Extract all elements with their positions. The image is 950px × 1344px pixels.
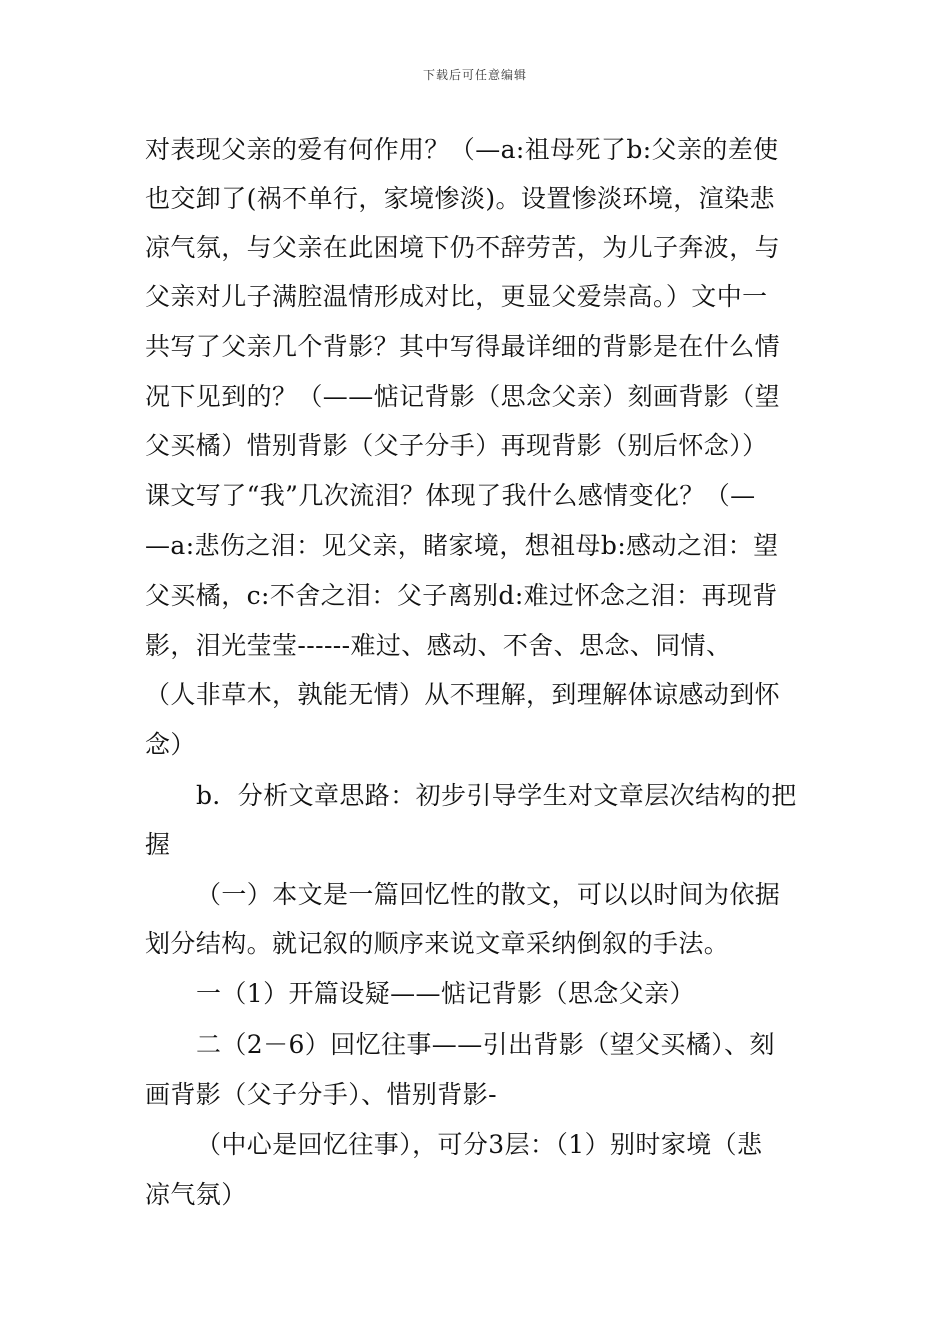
section-heading-b: b．分析文章思路：初步引导学生对文章层次结构的把 bbox=[196, 781, 797, 810]
body-line: 也交卸了(祸不单行，家境惨淡)。设置惨淡环境，渲染悲 bbox=[145, 184, 775, 213]
body-line: 父买橘）惜别背影（父子分手）再现背影（别后怀念）） bbox=[145, 431, 768, 460]
body-line: 握 bbox=[145, 830, 171, 859]
paragraph-start: （一）本文是一篇回忆性的散文，可以以时间为依据 bbox=[196, 880, 781, 909]
body-line: 影，泪光莹莹------难过、感动、不舍、思念、同情、 bbox=[145, 631, 732, 660]
page-header: 下载后可任意编辑 bbox=[422, 68, 527, 82]
body-line: 共写了父亲几个背影？其中写得最详细的背影是在什么情 bbox=[145, 332, 781, 361]
body-line: 对表现父亲的爱有何作用？（—a:祖母死了b:父亲的差使 bbox=[145, 135, 779, 164]
body-line: 念） bbox=[145, 730, 196, 759]
body-line: 凉气氛） bbox=[145, 1180, 247, 1209]
body-line: 凉气氛，与父亲在此困境下仍不辞劳苦，为儿子奔波，与 bbox=[145, 233, 781, 262]
body-line: 画背影（父子分手）、惜别背影- bbox=[145, 1080, 497, 1109]
body-line: （人非草木，孰能无情）从不理解，到理解体谅感动到怀 bbox=[145, 680, 781, 709]
body-line: 课文写了“我”几次流泪？体现了我什么感情变化？（— bbox=[145, 481, 756, 510]
outline-part-1: 一（1）开篇设疑——惦记背影（思念父亲） bbox=[196, 979, 695, 1008]
body-line: 父买橘，c:不舍之泪：父子离别d:难过怀念之泪：再现背 bbox=[145, 581, 778, 610]
body-line: 划分结构。就记叙的顺序来说文章采纳倒叙的手法。 bbox=[145, 929, 730, 958]
body-line: 况下见到的？（——惦记背影（思念父亲）刻画背影（望 bbox=[145, 382, 781, 411]
paragraph-start: （中心是回忆往事），可分3层：（1）别时家境（悲 bbox=[196, 1130, 763, 1159]
body-line: 父亲对儿子满腔温情形成对比，更显父爱崇高。）文中一 bbox=[145, 282, 768, 311]
outline-part-2: 二（2－6）回忆往事——引出背影（望父买橘）、刻 bbox=[196, 1030, 775, 1059]
body-line: —a:悲伤之泪：见父亲，睹家境，想祖母b:感动之泪：望 bbox=[145, 531, 779, 560]
